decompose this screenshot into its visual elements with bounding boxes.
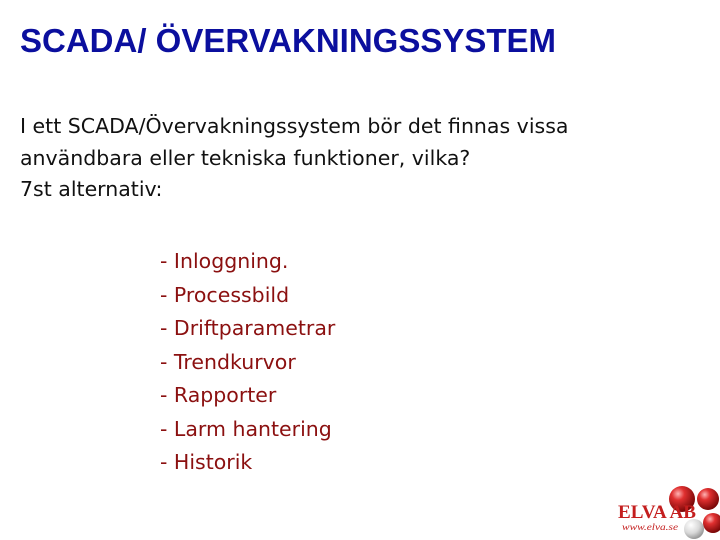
logo-url: www.elva.se [622, 522, 679, 532]
elva-logo-icon [612, 485, 720, 540]
list-item: - Rapporter [160, 383, 277, 407]
question-text [20, 111, 568, 206]
list-item: - Inloggning. [160, 249, 289, 273]
alternatives-list [160, 245, 335, 480]
company-logo [612, 485, 720, 540]
question-line: I ett SCADA/Övervakningssystem bör det finnas vissa [20, 114, 569, 138]
logo-sphere-icon [703, 513, 720, 533]
question-line: 7st alternativ: [20, 177, 163, 201]
slide-title: SCADA/ ÖVERVAKNINGSSYSTEM [20, 22, 557, 59]
list-item: - Trendkurvor [160, 349, 296, 374]
logo-wordmark: ELVA AB [618, 502, 697, 523]
logo-sphere-icon [697, 488, 719, 510]
list-item: - Processbild [160, 282, 290, 307]
list-item: - Larm hantering [160, 416, 332, 441]
list-item: - Historik [160, 450, 253, 474]
list-item: - Driftparametrar [160, 316, 336, 340]
question-line: användbara eller tekniska funktioner, vilka? [20, 145, 471, 170]
